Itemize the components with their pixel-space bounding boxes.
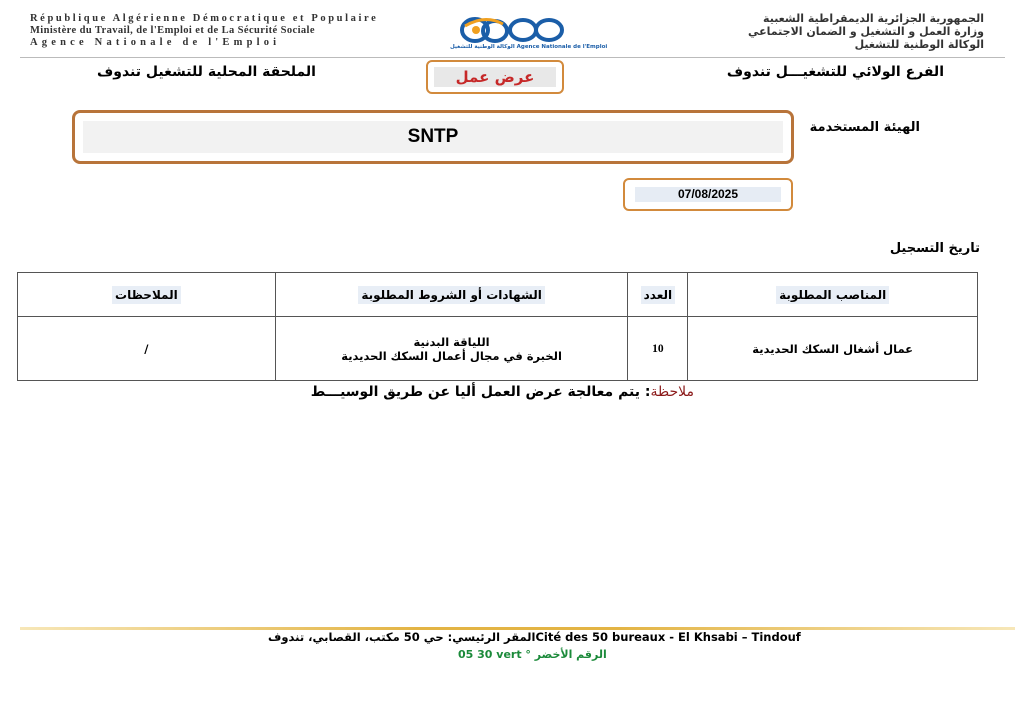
header-posts: المناصب المطلوبة: [688, 273, 978, 317]
cell-remark: /: [18, 317, 276, 381]
fr-republic: République Algérienne Démocratique et Populaire: [30, 13, 379, 24]
document-title: عرض عمل: [434, 67, 556, 87]
note: [311, 384, 694, 400]
registration-date: 07/08/2025: [635, 187, 781, 202]
header-french: [30, 13, 378, 49]
address-ar: المقر الرئيسي: حي 50 مكتب، القصابي، تندوف: [268, 630, 536, 644]
ar-agency: الوكالة الوطنية للتشغيل: [854, 38, 984, 51]
condition-1: اللياقة البدنية: [413, 334, 490, 349]
header-conditions: الشهادات أو الشروط المطلوبة: [275, 273, 628, 317]
logo-caption: الوكالة الوطنية للتشغيل Agence Nationale de l'Emploi: [450, 44, 608, 50]
job-offer-table: [17, 272, 978, 381]
fr-ministry: Ministère du Travail, de l'Emploi et de La Sécurité Sociale: [30, 25, 315, 36]
table-row: [18, 317, 978, 381]
date-box: [623, 178, 793, 211]
cell-post: عمال أشغال السكك الحديدية: [688, 317, 978, 381]
header-remarks: الملاحظات: [18, 273, 276, 317]
table-header-row: [18, 273, 978, 317]
employer-name: SNTP: [83, 121, 783, 153]
fr-agency: Agence Nationale de l'Emploi: [30, 37, 281, 48]
ar-ministry: وزارة العمل و التشغيل و الضمان الاجتماعي: [748, 25, 984, 38]
note-label: ملاحظة: [650, 384, 694, 400]
footer-address: [268, 630, 801, 644]
employer-label: الهيئة المستخدمة: [809, 120, 920, 135]
address-fr: Cité des 50 bureaux - El Khsabi – Tindouf: [535, 630, 801, 644]
cell-conditions: [275, 317, 628, 381]
green-label: الرقم الأخضر: [534, 648, 607, 661]
header-count: العدد: [628, 273, 688, 317]
green-number: [458, 648, 607, 661]
condition-2: الخبرة في مجال أعمال السكك الحديدية: [341, 348, 562, 363]
branch-local: الملحقة المحلية للتشغيل تندوف: [97, 64, 316, 80]
header-arabic: [748, 12, 984, 51]
ar-republic: الجمهورية الجزائرية الديمقراطية الشعبية: [763, 12, 984, 25]
branch-wilaya: الفرع الولائي للتشغيـــل تندوف: [726, 64, 944, 80]
registration-label: تاريخ التسجيل: [889, 241, 980, 256]
note-text: : يتم معالجة عرض العمل أليا عن طريق الوسيـــط: [310, 384, 651, 400]
cell-count: 10: [628, 317, 688, 381]
green-value: 05 30 vert °: [458, 648, 531, 661]
employer-box: [72, 110, 794, 164]
header-divider: [20, 57, 1005, 58]
title-box: [426, 60, 564, 94]
